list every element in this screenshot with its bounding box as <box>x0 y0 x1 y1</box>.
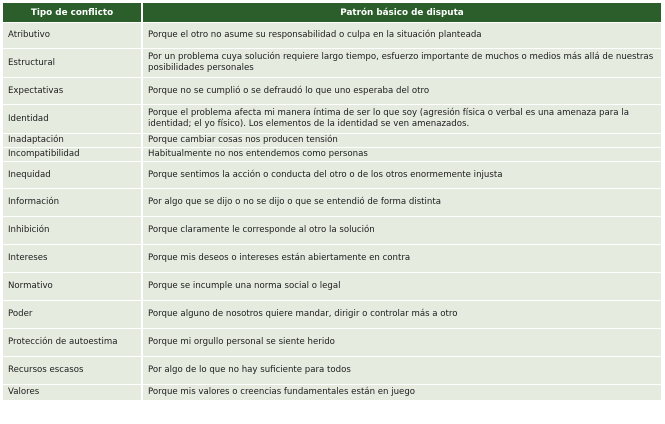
conflict-type-cell: Información <box>3 189 143 216</box>
table-row <box>3 329 661 356</box>
conflict-type-cell: Inadaptación <box>3 134 143 147</box>
dispute-pattern-cell: Por algo de lo que no hay suficiente para todos <box>143 357 661 384</box>
table-header-row <box>3 3 661 22</box>
table-row <box>3 357 661 384</box>
conflict-type-cell: Identidad <box>3 105 143 133</box>
table-row <box>3 162 661 188</box>
conflict-type-cell: Expectativas <box>3 78 143 104</box>
table-row <box>3 148 661 161</box>
conflict-type-cell: Protección de autoestima <box>3 329 143 356</box>
dispute-pattern-cell: Habitualmente no nos entendemos como personas <box>143 148 661 161</box>
table-row <box>3 134 661 147</box>
table-row <box>3 189 661 216</box>
conflict-type-cell: Intereses <box>3 245 143 272</box>
dispute-pattern-cell: Porque sentimos la acción o conducta del otro o de los otros enormemente injusta <box>143 162 661 188</box>
conflict-type-cell: Inhibición <box>3 217 143 244</box>
dispute-pattern-cell: Porque se incumple una norma social o legal <box>143 273 661 300</box>
conflict-type-cell: Normativo <box>3 273 143 300</box>
dispute-pattern-cell: Porque mi orgullo personal se siente herido <box>143 329 661 356</box>
table-row <box>3 49 661 77</box>
table-row <box>3 217 661 244</box>
dispute-pattern-cell: Porque el otro no asume su responsabilidad o culpa en la situación planteada <box>143 23 661 48</box>
conflict-type-cell: Poder <box>3 301 143 328</box>
dispute-pattern-cell: Porque cambiar cosas nos producen tensión <box>143 134 661 147</box>
table-row <box>3 273 661 300</box>
dispute-pattern-cell: Porque claramente le corresponde al otro la solución <box>143 217 661 244</box>
table-row <box>3 78 661 104</box>
dispute-pattern-cell: Porque mis deseos o intereses están abiertamente en contra <box>143 245 661 272</box>
conflict-types-table <box>3 2 661 401</box>
dispute-pattern-cell: Porque mis valores o creencias fundamentales están en juego <box>143 385 661 400</box>
conflict-type-cell: Atributivo <box>3 23 143 48</box>
conflict-type-cell: Valores <box>3 385 143 400</box>
table-row <box>3 385 661 400</box>
header-patron-basico: Patrón básico de disputa <box>143 3 661 22</box>
header-tipo-de-conflicto: Tipo de conflicto <box>3 3 143 22</box>
conflict-type-cell: Estructural <box>3 49 143 77</box>
conflict-type-cell: Inequidad <box>3 162 143 188</box>
table-row <box>3 105 661 133</box>
dispute-pattern-cell: Porque alguno de nosotros quiere mandar, dirigir o controlar más a otro <box>143 301 661 328</box>
table-row <box>3 245 661 272</box>
table-row <box>3 301 661 328</box>
conflict-type-cell: Incompatibilidad <box>3 148 143 161</box>
dispute-pattern-cell: Porque el problema afecta mi manera íntima de ser lo que soy (agresión física o verbal es una amenaza para la identidad; el yo físico). Los elementos de la identidad se ven amenazados. <box>143 105 661 133</box>
dispute-pattern-cell: Por algo que se dijo o no se dijo o que se entendió de forma distinta <box>143 189 661 216</box>
conflict-type-cell: Recursos escasos <box>3 357 143 384</box>
table-row <box>3 23 661 48</box>
dispute-pattern-cell: Por un problema cuya solución requiere largo tiempo, esfuerzo importante de muchos o medios más allá de nuestras posibilidades personales <box>143 49 661 77</box>
dispute-pattern-cell: Porque no se cumplió o se defraudó lo que uno esperaba del otro <box>143 78 661 104</box>
